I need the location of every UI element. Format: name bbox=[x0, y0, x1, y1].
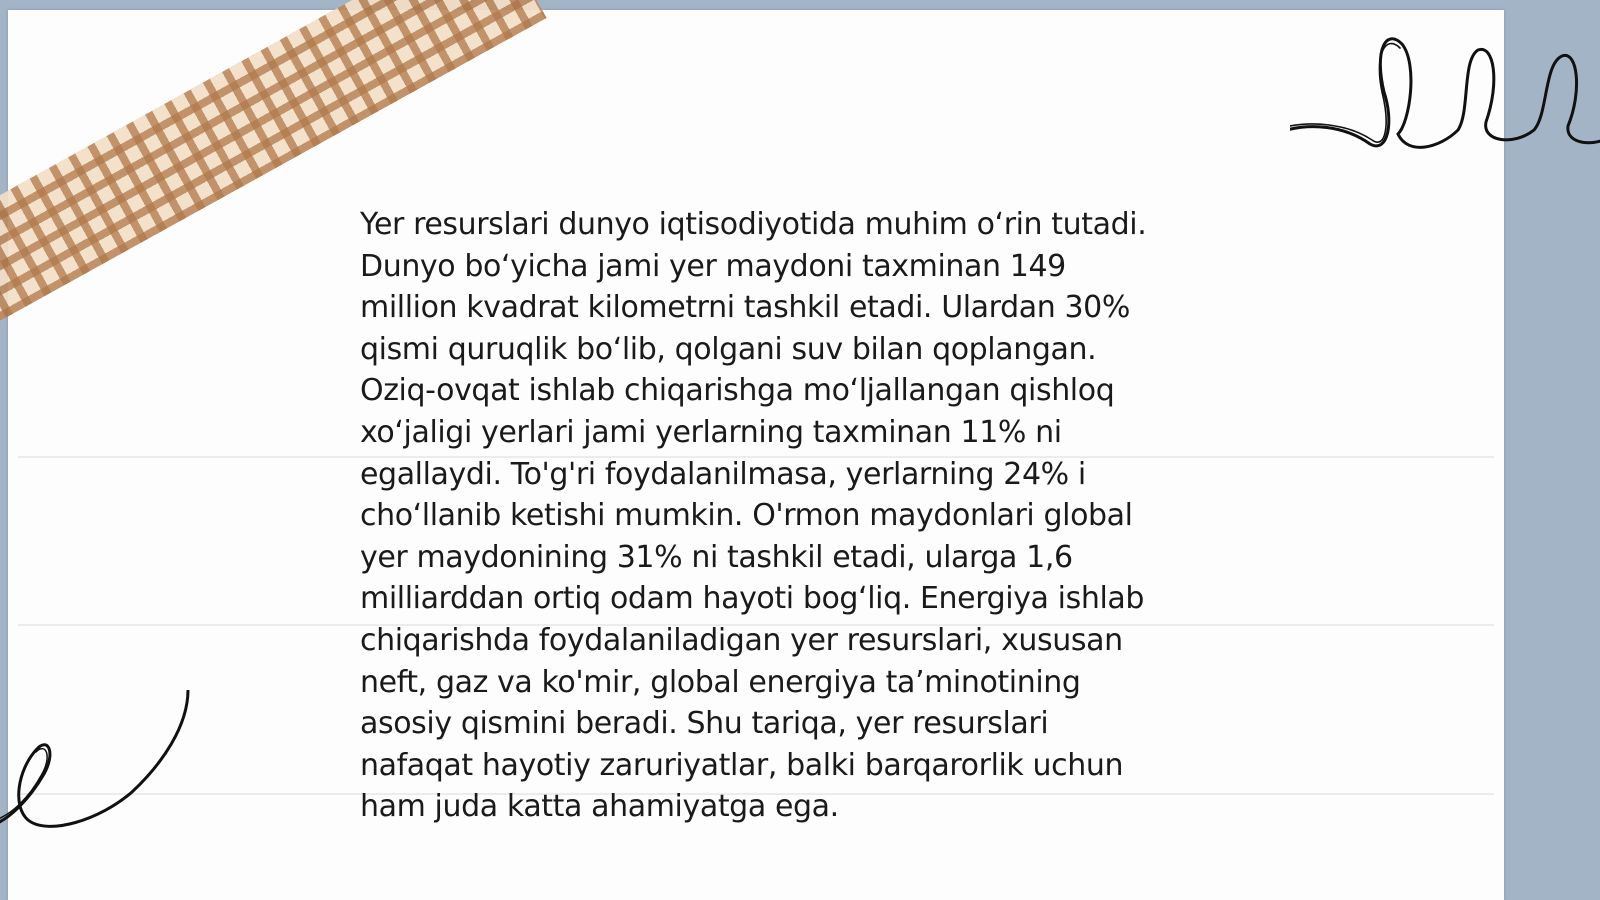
loop-squiggle-decoration bbox=[1290, 30, 1600, 170]
body-paragraph: Yer resurslari dunyo iqtisodiyotida muhim o‘rin tutadi. Dunyo bo‘yicha jami yer maydoni taxminan 149 million kvadrat kilometrni tashkil etadi. Ulardan 30% qismi quruqlik bo‘lib, qolgani suv bilan qoplangan. Oziq-ovqat ishlab chiqarishga mo‘ljallangan qishloq xo‘jaligi yerlari jami yerlarning taxminan 11% ni egallaydi. To'g'ri foydalanilmasa, yerlarning 24% i cho‘llanib ketishi mumkin. O'rmon maydonlari global yer maydonining 31% ni tashkil etadi, ularga 1,6 milliarddan ortiq odam hayoti bog‘liq. Energiya ishlab chiqarishda foydalaniladigan yer resurslari, xususan neft, gaz va ko'mir, global energiya ta’minotining asosiy qismini beradi. Shu tariqa, yer resurslari nafaqat hayotiy zaruriyatlar, balki barqarorlik uchun ham juda katta ahamiyatga ega. bbox=[360, 207, 1147, 825]
loop-squiggle-decoration bbox=[0, 690, 200, 850]
